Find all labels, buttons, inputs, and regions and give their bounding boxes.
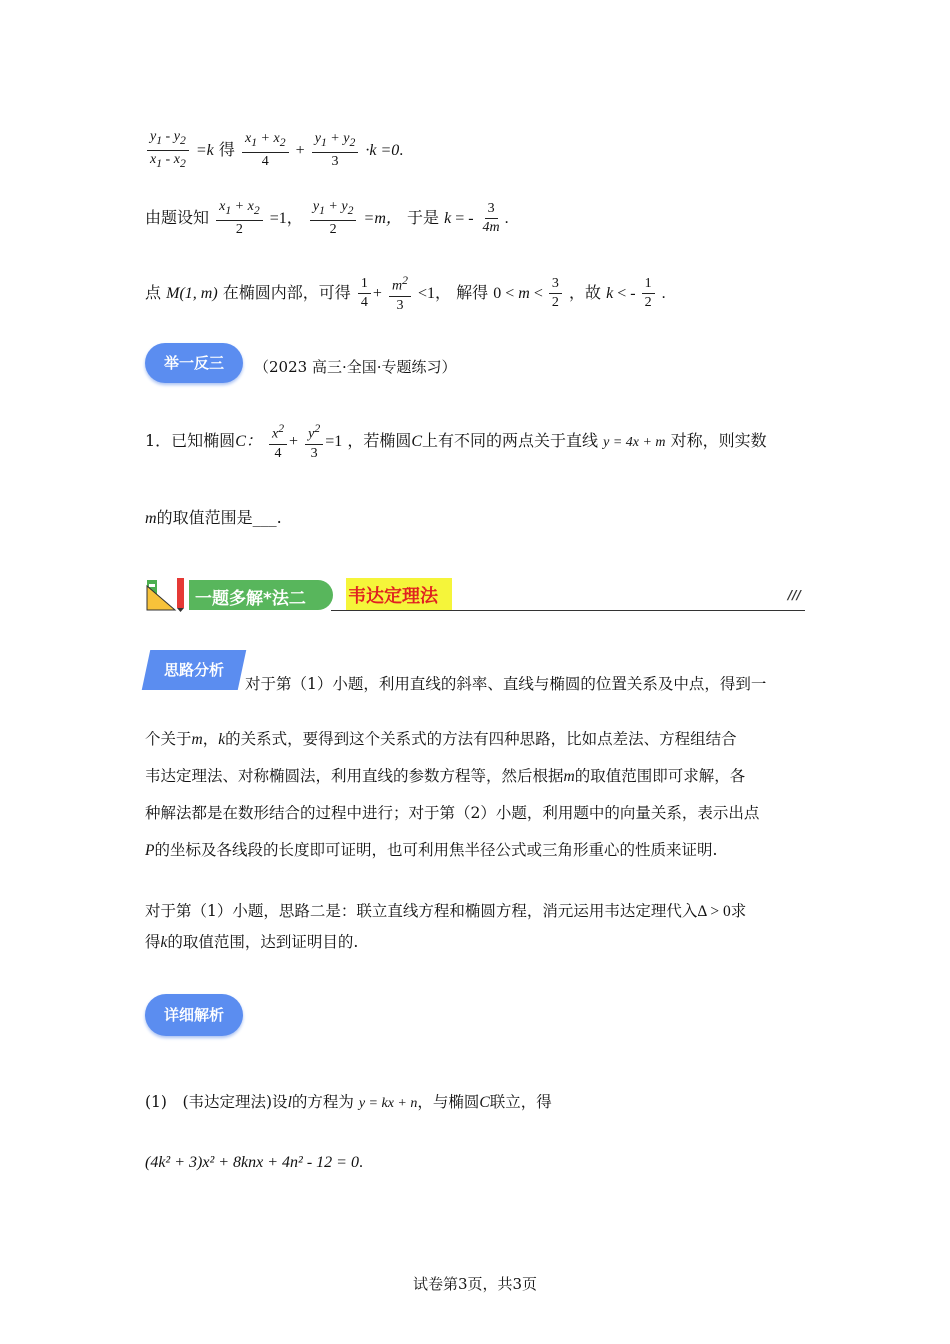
problem-line-2 — [145, 505, 282, 528]
p1e-p: P — [145, 842, 155, 859]
solve-text: 解得 — [456, 282, 489, 302]
p1b-m: m — [191, 731, 203, 748]
given-text: 由题设知 — [145, 207, 210, 227]
p2a-2: 求 — [730, 902, 747, 920]
section-rule — [331, 610, 805, 611]
section-header — [145, 576, 805, 612]
point-m: M(1, m) — [166, 284, 218, 302]
p2b-1: 得 — [145, 933, 161, 951]
p2a-delta: Δ > 0 — [697, 903, 731, 920]
s1-4: 联立，得 — [489, 1093, 552, 1111]
p2a-1: 对于第（1）小题，思路二是：联立直线方程和椭圆方程，消元运用韦达定理代入 — [145, 902, 698, 920]
get-text: 得 — [218, 139, 235, 159]
analysis-line-a: 对于第（1）小题，利用直线的斜率、直线与椭圆的位置关系及中点，得到一 — [245, 675, 767, 693]
p2b-k: k — [160, 934, 168, 951]
p1b-2: ， — [202, 730, 219, 748]
answer-blank: ___. — [252, 508, 282, 527]
end-dot: . — [661, 284, 666, 302]
section-title-bar — [189, 580, 333, 610]
curve-c: C： — [235, 432, 262, 450]
p1b-1: 个关于 — [145, 730, 192, 748]
cond1: ，若椭圆 — [347, 430, 412, 450]
analysis-badge-label: 思路分析 — [163, 661, 224, 679]
analysis-line-e — [145, 832, 810, 869]
eq-one: =1， — [269, 209, 303, 227]
problem-line-1: 1．已知椭圆C： $\frac{x^2}{4}$ + $\frac{y^2}{3}$ =1 ，若椭圆C上有不同的两点关于直线 y = 4x + m 对称，则实数 — [145, 422, 767, 461]
s1-c: C — [479, 1094, 490, 1111]
analysis-p2-line-a — [145, 896, 810, 927]
analysis-line-b — [145, 721, 810, 758]
analysis-p1 — [145, 666, 810, 869]
analysis-p2 — [145, 896, 810, 958]
eq-end: . — [358, 1154, 363, 1171]
example-source: （2023 高三·全国·专题练习） — [254, 358, 457, 376]
p1c-2: 的取值范围即可求解，各 — [574, 767, 746, 785]
analysis-line-d: 种解法都是在数形结合的过程中进行；对于第（2）小题，利用题中的向量关系，表示出点 — [145, 804, 760, 822]
p1b-k: k — [218, 731, 226, 748]
p2b-2: 的取值范围，达到证明目的. — [167, 933, 359, 951]
var-m: m — [145, 510, 157, 527]
detail-equation — [145, 1152, 363, 1172]
section-icon — [145, 576, 191, 612]
example-badge: 举一反三 — [145, 343, 243, 383]
section-slashes: /// — [787, 588, 801, 602]
inside-text: 在椭圆内部，可得 — [222, 282, 351, 302]
p1c-1: 韦达定理法、对称椭圆法，利用直线的参数方程等，然后根据 — [145, 767, 564, 785]
p1e-text: 的坐标及各线段的长度即可证明，也可利用焦半径公式或三角形重心的性质来证明. — [154, 841, 718, 859]
problem-number: 1．已知椭圆 — [145, 430, 236, 450]
var-c: C — [411, 432, 422, 450]
section-title-left: 一题多解*法二 — [195, 589, 306, 609]
line-equation: y = 4x + m — [603, 434, 666, 450]
result-text: ，故 — [568, 282, 601, 302]
inside-ellipse-line: 点 M(1, m) 在椭圆内部，可得 $\frac{1}{4}$ + $\frac{m^2}{3}$ <1， 解得 0 < m < $\frac{3}{2}$ ，故 k < - $\frac{1}{2}$ . — [145, 274, 666, 313]
midpoint-line: 由题设知 $\frac{x_1 + x_2}{2}$ =1， $\frac{y_1 + y_2}{2}$ =m， 于是 k = - $\frac{3}{4m}$ . — [145, 199, 509, 237]
analysis-line-c — [145, 758, 810, 795]
section-title-right: 韦达定理法 — [348, 586, 438, 607]
p1b-3: 的关系式，要得到这个关系式的方法有四种思路，比如点差法、方程组结合 — [225, 730, 737, 748]
range-text: 的取值范围是 — [156, 508, 253, 527]
detail-step-1 — [145, 1090, 552, 1112]
s1-2: 的方程为 — [291, 1093, 354, 1111]
analysis-p2-line-b — [145, 927, 810, 958]
eq-m: =m， — [363, 209, 402, 227]
s1-eq: y = kx + n — [358, 1096, 418, 1111]
p1c-m: m — [563, 768, 575, 785]
cond3: 对称，则实数 — [670, 430, 767, 450]
cond2: 上有不同的两点关于直线 — [422, 430, 599, 450]
slope-equation-line: $\frac{y_1 - y_2}{x_1 - x_2}$ =k 得 $\frac{x_1 + x_2}{4}$ + $\frac{y_1 + y_2}{3}$ ·k =0. — [145, 128, 403, 173]
s1-l: l — [287, 1094, 292, 1111]
page-footer: 试卷第3页，共3页 — [412, 1275, 538, 1293]
s1-3: ，与椭圆 — [417, 1093, 480, 1111]
detail-badge: 详细解析 — [145, 994, 243, 1036]
quadratic-equation: (4k² + 3)x² + 8knx + 4n² - 12 = 0 — [145, 1154, 359, 1171]
section-title-highlight — [346, 578, 452, 610]
point-text: 点 — [145, 282, 162, 302]
s1-1: (1) (韦达定理法)设 — [145, 1093, 288, 1111]
ineq-text: <1， — [418, 284, 452, 302]
thus-text: 于是 — [406, 207, 439, 227]
